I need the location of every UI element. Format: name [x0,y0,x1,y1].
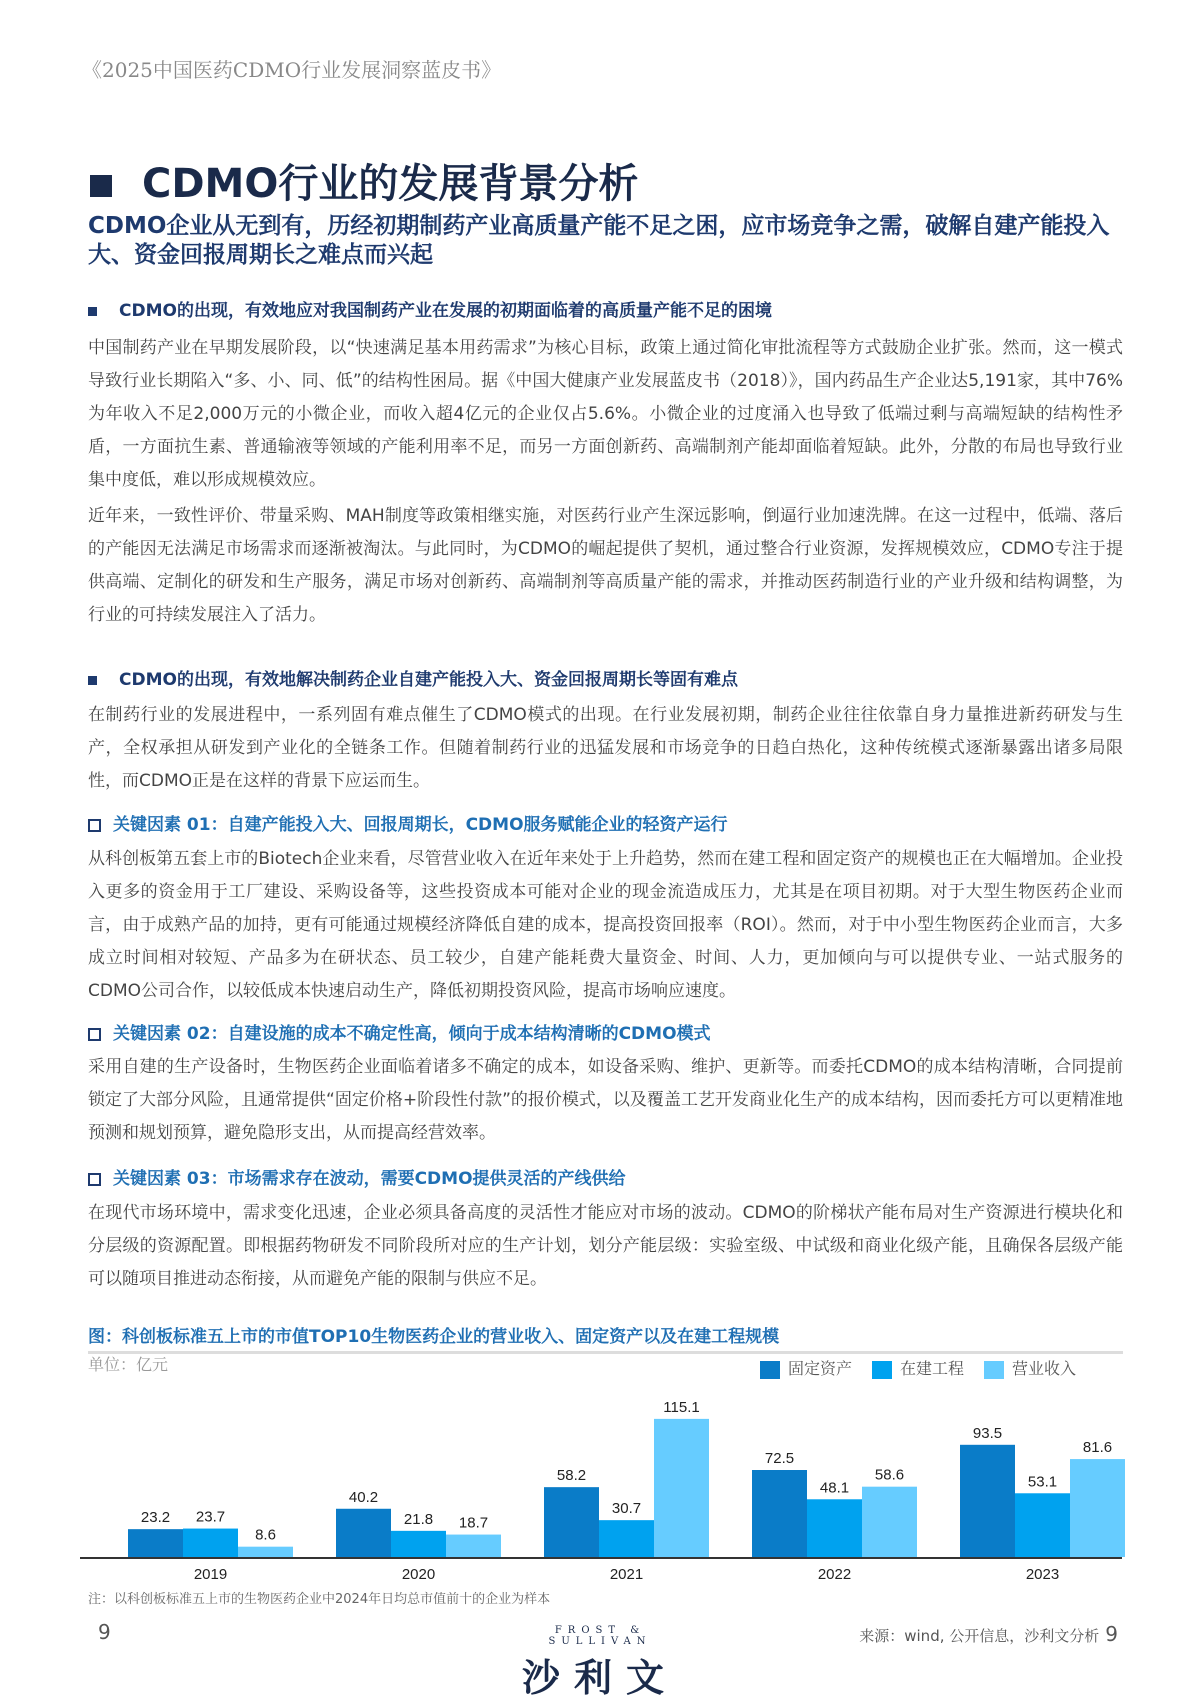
frost-sullivan-logo: FROST & SULLIVAN 沙利文 [521,1625,678,1700]
data-label: 8.6 [255,1526,276,1544]
document-header: 《2025中国医药CDMO行业发展洞察蓝皮书》 [82,58,502,82]
legend-swatch [984,1361,1004,1379]
data-label: 72.5 [764,1450,795,1467]
page-title: CDMO行业的发展背景分析 [90,152,638,209]
bar [1070,1459,1125,1557]
bar [446,1535,501,1557]
square-bullet-icon [88,676,97,685]
x-tick-label: 2022 [817,1566,852,1580]
bar [862,1487,917,1557]
section1-paragraph-2: 近年来，一致性评价、带量采购、MAH制度等政策相继实施，对医药行业产生深远影响，倒逼行业加速洗牌。在这一过程中，低端、落后的产能因无法满足市场需求而逐渐被淘汰。与此同时，为CDMO的崛起提供了契机，通过整合行业资源，发挥规模效应，CDMO专注于提供高端、定制化的研发和生产服务，满足市场对创新药、高端制剂等高质量产能的需求，并推动医药制造行业的产业升级和结构调整，为行业的可持续发展注入了活力。 [88,506,1123,625]
data-label: 23.7 [195,1508,226,1526]
key-factor-03-heading: 关键因素 03：市场需求存在波动，需要CDMO提供灵活的产线供给 [88,1164,626,1189]
chart-legend [760,1356,1076,1379]
key-factor-03-text: 在现代市场环境中，需求变化迅速，企业必须具备高度的灵活性才能应对市场的波动。CDMO的阶梯状产能布局对生产资源进行模块化和分层级的资源配置。即根据药物研发不同阶段所对应的生产计划，划分产能层级：实验室级、中试级和商业化级产能，且确保各层级产能可以随项目推进动态衔接，从而避免产能的限制与供应不足。 [88,1203,1123,1289]
data-label: 30.7 [611,1500,642,1518]
chart-note: 注：以科创板标准五上市的生物医药企业中2024年日均总市值前十的企业为样本 [88,1592,551,1607]
chart-title: 图：科创板标准五上市的市值TOP10生物医药企业的营业收入、固定资产以及在建工程规模 [88,1322,1123,1354]
square-bullet-icon [88,307,97,316]
bar [238,1547,293,1557]
section2-paragraph: 在制药行业的发展进程中，一系列固有难点催生了CDMO模式的出现。在行业发展初期，制药企业往往依靠自身力量推进新药研发与生产，全权承担从研发到产业化的全链条工作。但随着制药行业的迅猛发展和市场竞争的日趋白热化，这种传统模式逐渐暴露出诸多局限性，而CDMO正是在这样的背景下应运而生。 [88,705,1123,791]
legend-swatch [760,1361,780,1379]
page-number: 9 [98,1620,111,1644]
bar [128,1529,183,1557]
section1-heading: CDMO的出现，有效地应对我国制药产业在发展的初期面临着的高质量产能不足的困境 [88,296,772,321]
bar [391,1531,446,1557]
data-label: 21.8 [403,1510,434,1528]
x-tick-label: 2020 [401,1566,436,1580]
bar [183,1529,238,1557]
legend-item-fixed-assets: 固定资产 [760,1356,852,1379]
data-label: 40.2 [348,1488,379,1506]
square-bullet-icon [90,175,112,197]
x-tick-label: 2023 [1025,1566,1060,1580]
key-factor-02-heading: 关键因素 02：自建设施的成本不确定性高，倾向于成本结构清晰的CDMO模式 [88,1019,711,1044]
data-label: 58.6 [874,1466,905,1484]
data-label: 18.7 [458,1514,489,1532]
square-outline-bullet-icon [88,1173,101,1186]
bar [336,1509,391,1557]
bar [1015,1493,1070,1557]
legend-item-revenue: 营业收入 [984,1356,1076,1379]
data-label: 81.6 [1082,1439,1113,1457]
bar [654,1419,709,1557]
bar [599,1520,654,1557]
x-tick-label: 2019 [193,1566,228,1580]
section1-paragraph-1: 中国制药产业在早期发展阶段，以“快速满足基本用药需求”为核心目标，政策上通过简化审批流程等方式鼓励企业扩张。然而，这一模式导致行业长期陷入“多、小、同、低”的结构性困局。据《中国大健康产业发展蓝皮书（2018）》，国内药品生产企业达5,191家，其中76%为年收入不足2,000万元的小微企业，而收入超4亿元的企业仅占5.6%。小微企业的过度涌入也导致了低端过剩与高端短缺的结构性矛盾，一方面抗生素、普通输液等领域的产能利用率不足，而另一方面创新药、高端制剂产能却面临着短缺。此外，分散的布局也导致行业集中度低，难以形成规模效应。 [88,338,1123,490]
bar [544,1487,599,1557]
chart-unit: 单位：亿元 [88,1355,169,1374]
x-tick-label: 2021 [609,1566,644,1580]
data-label: 48.1 [819,1479,850,1497]
key-factor-01-text: 从科创板第五套上市的Biotech企业来看，尽管营业收入在近年来处于上升趋势，然而在建工程和固定资产的规模也正在大幅增加。企业投入更多的资金用于工厂建设、采购设备等，这些投资成本可能对企业的现金流造成压力，尤其是在项目初期。对于大型生物医药企业而言，由于成熟产品的加持，更有可能通过规模经济降低自建的成本，提高投资回报率（ROI）。然而，对于中小型生物医药企业而言，大多成立时间相对较短、产品多为在研状态、员工较少，自建产能耗费大量资金、时间、人力，更加倾向与可以提供专业、一站式服务的CDMO公司合作，以较低成本快速启动生产，降低初期投资风险，提高市场响应速度。 [88,849,1123,1001]
data-label: 53.1 [1027,1473,1058,1491]
bar-chart [0,1380,1200,1580]
source-note: 来源：wind, 公开信息，沙利文分析 9 [859,1622,1118,1646]
key-factor-01-heading: 关键因素 01：自建产能投入大、回报周期长，CDMO服务赋能企业的轻资产运行 [88,810,728,835]
key-factor-02-text: 采用自建的生产设备时，生物医药企业面临着诸多不确定的成本，如设备采购、维护、更新等。而委托CDMO的成本结构清晰，合同提前锁定了大部分风险，且通常提供“固定价格+阶段性付款”的报价模式，以及覆盖工艺开发商业化生产的成本结构，因而委托方可以更精准地预测和规划预算，避免隐形支出，从而提高经营效率。 [88,1057,1123,1143]
bar [960,1445,1015,1557]
bar [807,1499,862,1557]
data-label: 23.2 [140,1509,171,1527]
data-label: 93.5 [972,1424,1003,1442]
data-label: 115.1 [663,1398,700,1416]
legend-swatch [872,1361,892,1379]
subtitle: CDMO企业从无到有，历经初期制药产业高质量产能不足之困，应市场竞争之需，破解自建产能投入大、资金回报周期长之难点而兴起 [88,213,1110,268]
section2-heading: CDMO的出现，有效地解决制药企业自建产能投入大、资金回报周期长等固有难点 [88,665,738,690]
square-outline-bullet-icon [88,1028,101,1041]
legend-item-construction: 在建工程 [872,1356,964,1379]
bar [752,1470,807,1557]
data-label: 58.2 [556,1467,587,1485]
square-outline-bullet-icon [88,819,101,832]
